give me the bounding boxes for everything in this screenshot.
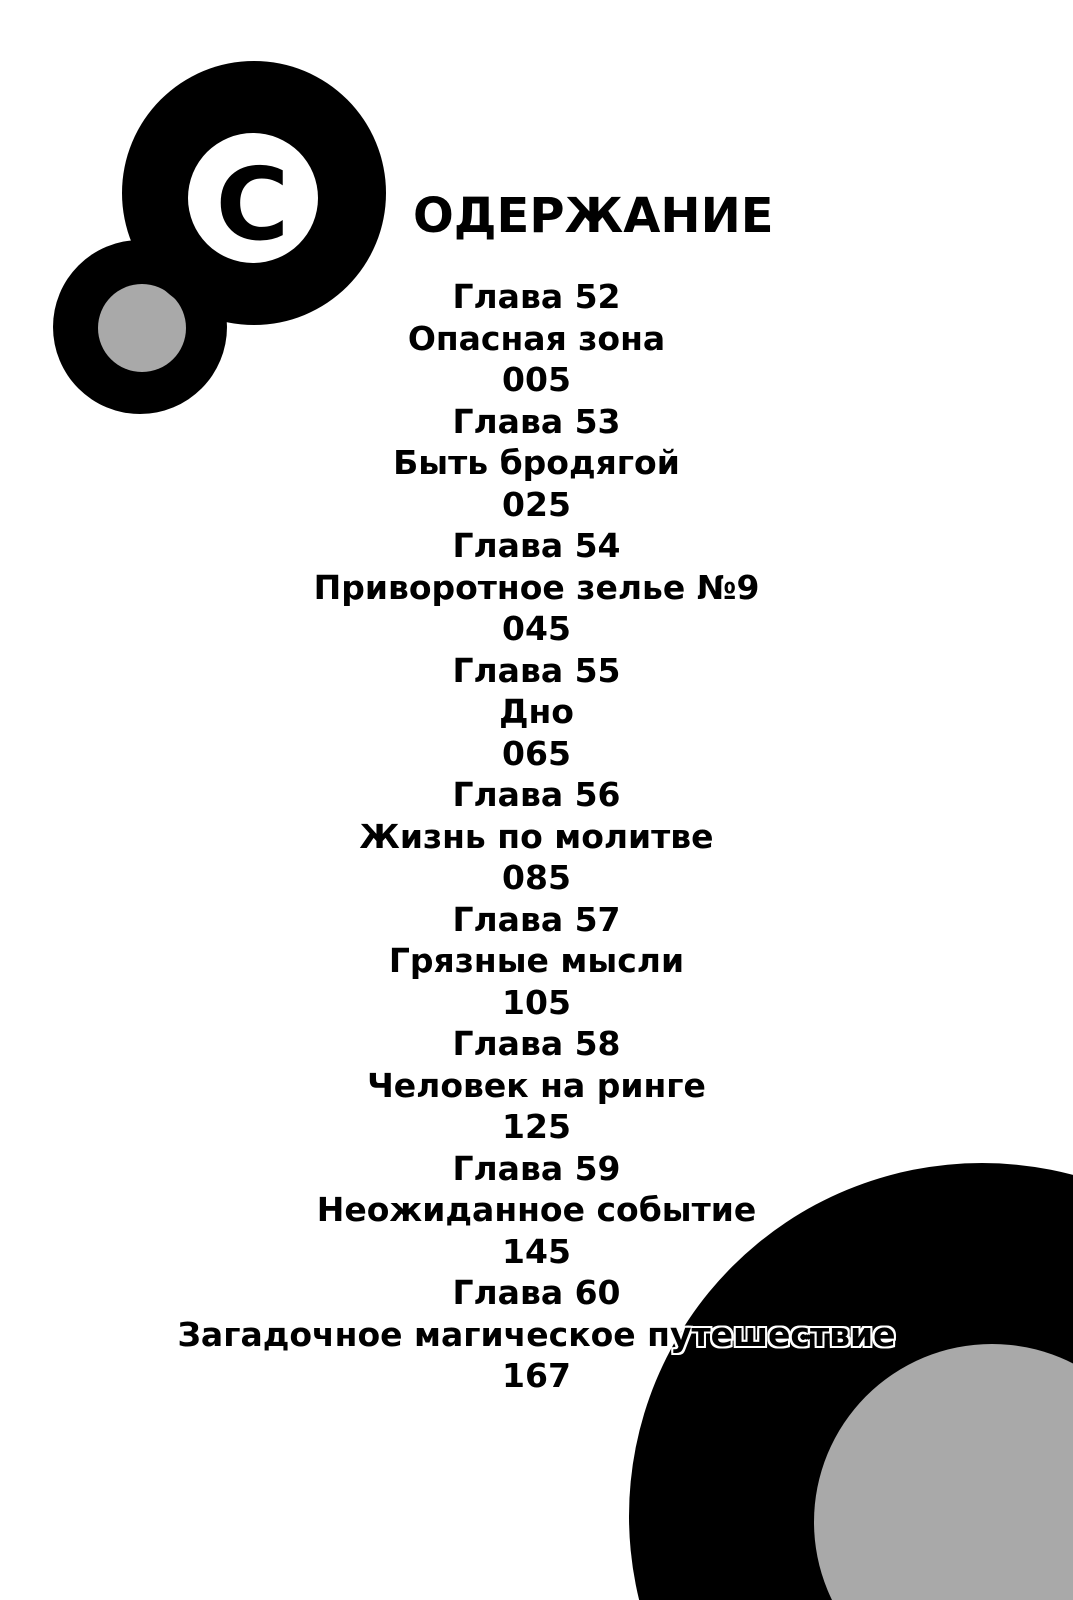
- toc-entry: [0, 1272, 1073, 1397]
- chapter-page-number: 005: [502, 360, 571, 399]
- toc-entry: [0, 774, 1073, 899]
- toc-entry: [0, 525, 1073, 650]
- chapter-page-number: 145: [502, 1231, 571, 1271]
- chapter-page-number: 045: [502, 609, 571, 648]
- chapter-number: Глава 54: [452, 526, 621, 565]
- title-initial-letter: С: [215, 146, 290, 263]
- chapter-title: Быть бродягой: [393, 443, 680, 482]
- toc-entry: [0, 401, 1073, 526]
- chapter-title: Жизнь по молитве: [359, 816, 714, 856]
- toc-entry: [0, 276, 1073, 401]
- chapter-page-number: 025: [502, 484, 571, 524]
- toc-entry: [0, 650, 1073, 775]
- chapter-page-number: 085: [502, 858, 571, 897]
- chapter-number: Глава 55: [452, 650, 621, 690]
- chapter-page-number: 125: [502, 1107, 571, 1146]
- chapter-number: Глава 60: [452, 1273, 621, 1312]
- chapter-number: Глава 56: [452, 775, 621, 814]
- chapter-page-number: 105: [502, 982, 571, 1022]
- toc-entry: [0, 899, 1073, 1024]
- chapter-number: Глава 52: [452, 277, 621, 316]
- page-title: ОДЕРЖАНИЕ: [413, 188, 774, 244]
- chapter-number: Глава 58: [452, 1024, 621, 1063]
- chapter-page-number: 167: [502, 1356, 571, 1395]
- chapter-title: Человек на ринге: [367, 1065, 706, 1105]
- chapter-title: Грязные мысли: [388, 941, 685, 980]
- toc-entry: [0, 1148, 1073, 1273]
- table-of-contents: [0, 276, 1073, 1397]
- chapter-title: Неожиданное событие: [316, 1190, 757, 1229]
- chapter-number: Глава 53: [452, 401, 621, 441]
- chapter-page-number: 065: [502, 733, 571, 773]
- chapter-title: Дно: [499, 692, 574, 731]
- chapter-number: Глава 57: [452, 899, 621, 939]
- chapter-title: Приворотное зелье №9: [313, 567, 760, 607]
- toc-entry: [0, 1023, 1073, 1148]
- chapter-title: Опасная зона: [407, 318, 666, 358]
- chapter-title: Загадочное магическое путешествие: [177, 1314, 896, 1354]
- chapter-number: Глава 59: [452, 1148, 621, 1188]
